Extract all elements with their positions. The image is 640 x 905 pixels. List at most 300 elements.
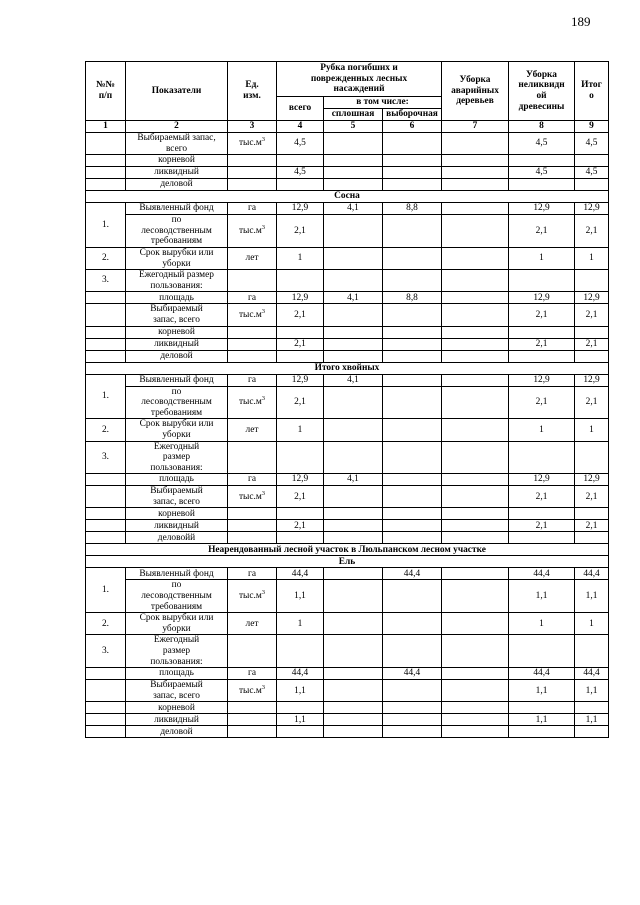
value-cell: 4,5 [575,133,609,155]
row-number [86,486,126,508]
indicator-label: корневой [126,508,228,520]
value-cell [383,474,442,486]
value-cell [383,520,442,532]
value-cell [277,726,324,738]
indicator-label: деловой [126,726,228,738]
table-row [86,292,609,304]
indicator-label: Срок вырубки или уборки [126,419,228,441]
value-cell: 2,1 [277,486,324,508]
value-cell [277,270,324,292]
value-cell: 44,4 [575,668,609,680]
value-cell: 2,1 [575,215,609,248]
value-cell [324,532,383,544]
value-cell [509,270,575,292]
value-cell: 1 [575,613,609,635]
value-cell [383,386,442,419]
value-cell [383,179,442,191]
value-cell [575,179,609,191]
table-row [86,441,609,474]
unit-text: тыс.м [238,225,262,236]
section-group-row [86,544,609,556]
value-cell [575,350,609,362]
indicator-label: ликвидный [126,520,228,532]
table-row [86,714,609,726]
value-cell [442,292,509,304]
col-number: 6 [383,121,442,133]
unit-cell [228,386,277,419]
value-cell [509,702,575,714]
value-cell [383,726,442,738]
value-cell: 44,4 [277,568,324,580]
value-cell [442,386,509,419]
value-cell [324,726,383,738]
table-row [86,508,609,520]
value-cell: 2,1 [575,486,609,508]
header-including: в том числе: [324,97,442,109]
value-cell [509,726,575,738]
value-cell: 4,5 [277,167,324,179]
table-row [86,474,609,486]
indicator-label: площадь [126,292,228,304]
value-cell [442,474,509,486]
value-cell [442,203,509,215]
row-number [86,508,126,520]
value-cell: 1,1 [575,714,609,726]
value-cell [324,714,383,726]
unit-superscript: 3 [261,683,266,691]
unit-cell: га [228,203,277,215]
col-number: 8 [509,121,575,133]
table-row [86,668,609,680]
value-cell [383,702,442,714]
value-cell [442,374,509,386]
unit-text: тыс.м [238,491,262,502]
value-cell: 12,9 [509,474,575,486]
section-row [86,362,609,374]
value-cell: 1 [277,613,324,635]
value-cell [575,270,609,292]
unit-cell [228,441,277,474]
value-cell [383,338,442,350]
table-row [86,326,609,338]
value-cell: 2,1 [509,304,575,326]
value-cell [324,419,383,441]
value-cell [383,326,442,338]
section-group-title: Неарендованный лесной участок в Люльпанском лесном участке [86,544,609,556]
unit-superscript: 3 [261,395,266,402]
indicator-label: деловой [126,179,228,191]
value-cell: 12,9 [277,474,324,486]
header-selective: выборочная [383,109,442,121]
value-cell [383,374,442,386]
value-cell [442,179,509,191]
section-title: Итого хвойных [86,362,609,374]
unit-cell: га [228,374,277,386]
header-solid: сплошная [324,109,383,121]
value-cell [383,304,442,326]
table-row [86,702,609,714]
indicator-label: Выбираемый запас, всего [126,133,228,155]
value-cell: 12,9 [575,292,609,304]
unit-cell [228,350,277,362]
value-cell [383,167,442,179]
value-cell [383,580,442,613]
value-cell: 1 [277,419,324,441]
unit-cell: лет [228,247,277,269]
value-cell [383,441,442,474]
value-cell: 8,8 [383,292,442,304]
table-row [86,203,609,215]
value-cell: 1,1 [575,580,609,613]
value-cell [324,350,383,362]
value-cell: 4,5 [575,167,609,179]
value-cell: 1 [575,247,609,269]
value-cell [575,155,609,167]
table-row [86,419,609,441]
value-cell [277,441,324,474]
value-cell: 2,1 [509,486,575,508]
section-title: Сосна [86,191,609,203]
value-cell [324,486,383,508]
forest-use-table [85,61,609,738]
value-cell: 2,1 [509,338,575,350]
value-cell [324,635,383,668]
table-row [86,247,609,269]
value-cell [277,179,324,191]
value-cell: 1,1 [277,714,324,726]
unit-cell [228,486,277,508]
value-cell: 44,4 [383,568,442,580]
table-row [86,386,609,419]
value-cell [383,155,442,167]
table-row [86,680,609,702]
value-cell [383,714,442,726]
indicator-label: корневой [126,155,228,167]
value-cell [575,702,609,714]
value-cell [442,714,509,726]
value-cell: 44,4 [277,668,324,680]
col-number: 3 [228,121,277,133]
value-cell: 1 [575,419,609,441]
value-cell [324,326,383,338]
value-cell: 12,9 [509,374,575,386]
value-cell [383,635,442,668]
indicator-label: ликвидный [126,338,228,350]
value-cell [324,568,383,580]
value-cell [383,508,442,520]
value-cell [324,580,383,613]
value-cell [442,702,509,714]
header-itogo: Итог о [575,62,609,121]
section-title: Ель [86,556,609,568]
value-cell [324,179,383,191]
row-number [86,338,126,350]
unit-cell [228,304,277,326]
unit-cell [228,580,277,613]
value-cell [277,508,324,520]
header-total: всего [277,97,324,121]
row-number [86,155,126,167]
column-numbers-row [86,121,609,133]
col-number: 5 [324,121,383,133]
value-cell [442,326,509,338]
row-number: 2. [86,419,126,441]
value-cell: 12,9 [277,374,324,386]
unit-superscript: 3 [261,223,266,231]
indicator-label: ликвидный [126,167,228,179]
row-number: 1. [86,568,126,613]
value-cell [509,508,575,520]
value-cell [324,520,383,532]
section-row [86,191,609,203]
value-cell: 2,1 [575,386,609,419]
value-cell [383,532,442,544]
col-number: 4 [277,121,324,133]
unit-superscript: 3 [261,307,266,315]
value-cell: 44,4 [383,668,442,680]
value-cell: 8,8 [383,203,442,215]
header-num: №№ п/п [86,62,126,121]
value-cell [324,668,383,680]
indicator-label: Ежегодный размер пользования: [126,441,228,474]
value-cell [324,613,383,635]
value-cell: 4,1 [324,474,383,486]
unit-cell [228,714,277,726]
unit-cell: га [228,474,277,486]
indicator-label: Выявленный фонд [126,568,228,580]
unit-cell [228,726,277,738]
row-number [86,326,126,338]
value-cell [509,326,575,338]
value-cell [383,680,442,702]
value-cell [442,338,509,350]
unit-superscript: 3 [261,136,266,144]
table-row [86,568,609,580]
value-cell [442,613,509,635]
value-cell [442,167,509,179]
value-cell [575,508,609,520]
value-cell: 1,1 [277,680,324,702]
unit-cell [228,635,277,668]
value-cell: 44,4 [575,568,609,580]
unit-cell [228,270,277,292]
row-number [86,702,126,714]
value-cell [324,386,383,419]
unit-cell [228,680,277,702]
value-cell [324,508,383,520]
value-cell: 12,9 [509,292,575,304]
unit-text: тыс.м [238,685,262,696]
value-cell [383,270,442,292]
value-cell [324,702,383,714]
unit-superscript: 3 [261,588,266,596]
value-cell [442,155,509,167]
row-number: 3. [86,635,126,668]
unit-cell: лет [228,613,277,635]
indicator-label: Выявленный фонд [126,203,228,215]
page-number: 189 [571,14,591,29]
value-cell [509,635,575,668]
indicator-label: Ежегодный размер пользования: [126,270,228,292]
value-cell [277,702,324,714]
value-cell [442,520,509,532]
row-number [86,726,126,738]
value-cell: 1,1 [509,580,575,613]
table-row [86,613,609,635]
row-number: 3. [86,441,126,474]
unit-cell [228,520,277,532]
col-number: 9 [575,121,609,133]
value-cell [442,270,509,292]
header-illiquid: Уборка неликвидн ой древесины [509,62,575,121]
value-cell: 2,1 [277,304,324,326]
value-cell: 1,1 [509,680,575,702]
value-cell [442,580,509,613]
unit-cell [228,167,277,179]
row-number: 1. [86,203,126,248]
indicator-label: по лесоводственным требованиям [126,386,228,419]
indicator-label: Срок вырубки или уборки [126,613,228,635]
value-cell [442,726,509,738]
unit-text: тыс.м [238,591,262,602]
value-cell [442,635,509,668]
table-row [86,133,609,155]
col-number: 1 [86,121,126,133]
value-cell [383,350,442,362]
unit-cell: лет [228,419,277,441]
value-cell: 1 [509,613,575,635]
value-cell [277,635,324,668]
value-cell: 2,1 [575,520,609,532]
table-row [86,304,609,326]
indicator-label: ликвидный [126,714,228,726]
value-cell [509,532,575,544]
unit-cell [228,702,277,714]
value-cell: 2,1 [277,215,324,248]
value-cell [383,215,442,248]
table-row [86,520,609,532]
row-number: 2. [86,247,126,269]
row-number: 1. [86,374,126,419]
row-number [86,167,126,179]
value-cell [442,486,509,508]
row-number [86,474,126,486]
value-cell: 12,9 [575,474,609,486]
header-unit: Ед. изм. [228,62,277,121]
value-cell: 44,4 [509,568,575,580]
value-cell [442,247,509,269]
row-number [86,532,126,544]
value-cell: 1 [509,419,575,441]
table-row [86,179,609,191]
header-indicator: Показатели [126,62,228,121]
col-number: 2 [126,121,228,133]
value-cell [324,133,383,155]
col-number: 7 [442,121,509,133]
value-cell: 1,1 [509,714,575,726]
unit-cell: га [228,568,277,580]
row-number: 2. [86,613,126,635]
value-cell: 4,5 [277,133,324,155]
table-row [86,532,609,544]
indicator-label: Выбираемый запас, всего [126,486,228,508]
row-number [86,179,126,191]
indicator-label: Выбираемый запас, всего [126,680,228,702]
row-number [86,520,126,532]
value-cell [277,155,324,167]
unit-text: тыс.м [238,309,262,320]
table-row [86,726,609,738]
value-cell [442,508,509,520]
value-cell [324,441,383,474]
value-cell: 12,9 [277,203,324,215]
table-row [86,374,609,386]
row-number [86,668,126,680]
header-felling: Рубка погибших и поврежденных лесных насаждений [277,62,442,97]
indicator-label: по лесоводственным требованиям [126,580,228,613]
value-cell [324,247,383,269]
value-cell: 1 [509,247,575,269]
value-cell [575,726,609,738]
value-cell [383,486,442,508]
value-cell: 12,9 [509,203,575,215]
indicator-label: Выявленный фонд [126,374,228,386]
indicator-label: по лесоводственным требованиям [126,215,228,248]
unit-cell: га [228,292,277,304]
unit-cell [228,338,277,350]
unit-cell [228,133,277,155]
value-cell [277,350,324,362]
value-cell [324,304,383,326]
value-cell [442,133,509,155]
value-cell: 4,1 [324,203,383,215]
row-number [86,292,126,304]
unit-cell [228,179,277,191]
value-cell: 12,9 [575,203,609,215]
indicator-label: площадь [126,668,228,680]
header-emergency: Уборка аварийных деревьев [442,62,509,121]
table-row [86,270,609,292]
row-number [86,350,126,362]
row-number [86,133,126,155]
value-cell: 2,1 [575,338,609,350]
unit-cell [228,532,277,544]
indicator-label: корневой [126,702,228,714]
table-row [86,635,609,668]
value-cell [383,133,442,155]
indicator-label: Ежегодный размер пользования: [126,635,228,668]
unit-cell [228,508,277,520]
value-cell: 2,1 [509,215,575,248]
value-cell [442,215,509,248]
indicator-label: площадь [126,474,228,486]
row-number [86,714,126,726]
value-cell: 2,1 [277,520,324,532]
value-cell: 4,5 [509,167,575,179]
value-cell [442,419,509,441]
unit-superscript: 3 [261,489,266,497]
value-cell [324,167,383,179]
value-cell [383,419,442,441]
value-cell [575,635,609,668]
value-cell [575,532,609,544]
value-cell [509,441,575,474]
value-cell [442,350,509,362]
value-cell: 4,5 [509,133,575,155]
unit-text: тыс.м [238,138,262,149]
indicator-label: Выбираемый запас, всего [126,304,228,326]
row-number: 3. [86,270,126,292]
